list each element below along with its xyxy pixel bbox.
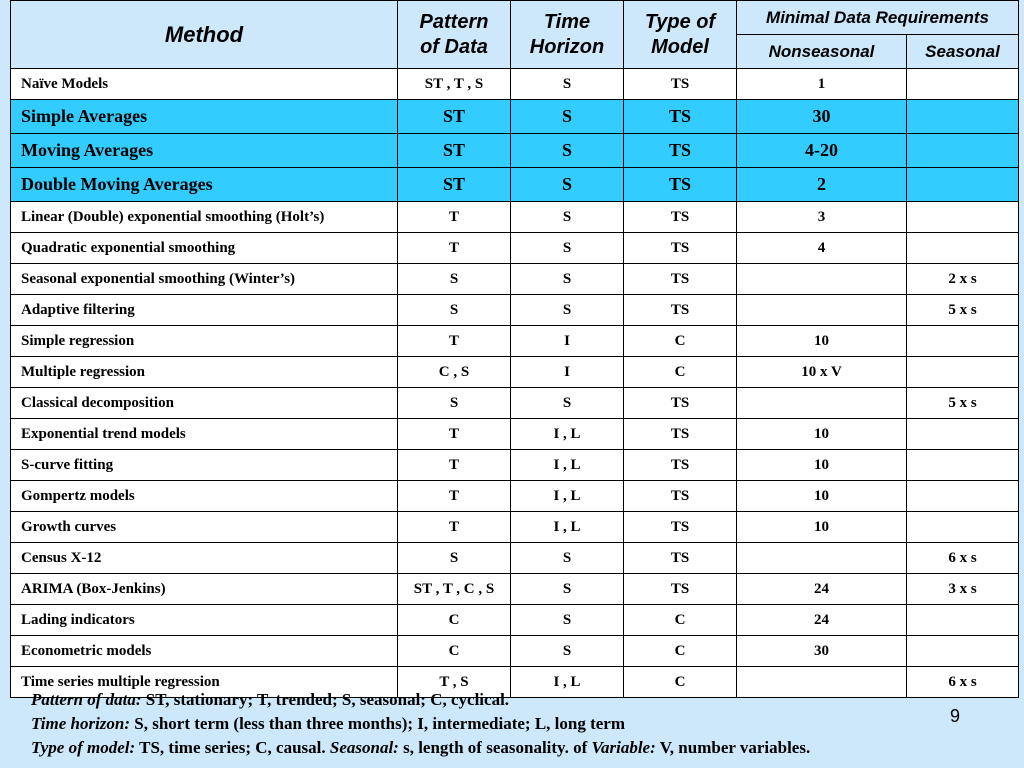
header-minimal-data-requirements: Minimal Data Requirements	[737, 1, 1019, 35]
forecasting-methods-table	[10, 0, 1019, 698]
cell-pattern: C	[398, 605, 511, 636]
cell-nonseasonal: 10	[737, 326, 907, 357]
cell-seasonal	[907, 636, 1019, 667]
cell-seasonal	[907, 605, 1019, 636]
cell-model: TS	[624, 512, 737, 543]
cell-model: TS	[624, 100, 737, 134]
cell-method: ARIMA (Box-Jenkins)	[11, 574, 398, 605]
cell-model: TS	[624, 69, 737, 100]
cell-method: Lading indicators	[11, 605, 398, 636]
cell-seasonal	[907, 100, 1019, 134]
cell-seasonal: 6 x s	[907, 667, 1019, 698]
cell-method: Adaptive filtering	[11, 295, 398, 326]
cell-pattern: ST	[398, 168, 511, 202]
cell-method: Multiple regression	[11, 357, 398, 388]
table-row	[11, 419, 1019, 450]
cell-model: C	[624, 357, 737, 388]
note-model: Type of model: TS, time series; C, causal. Seasonal: s, length of seasonality. of Variable: V, number variables.	[31, 738, 811, 757]
table-row	[11, 168, 1019, 202]
note-pattern: Pattern of data: ST, stationary; T, trended; S, seasonal; C, cyclical.	[31, 690, 510, 709]
cell-seasonal	[907, 326, 1019, 357]
cell-model: TS	[624, 543, 737, 574]
cell-model: TS	[624, 168, 737, 202]
cell-horizon: I , L	[511, 419, 624, 450]
cell-method: Seasonal exponential smoothing (Winter’s)	[11, 264, 398, 295]
cell-horizon: S	[511, 574, 624, 605]
cell-pattern: T	[398, 450, 511, 481]
cell-horizon: I	[511, 357, 624, 388]
table-row	[11, 134, 1019, 168]
cell-model: TS	[624, 134, 737, 168]
table-row	[11, 100, 1019, 134]
cell-horizon: I	[511, 326, 624, 357]
table-body	[11, 69, 1019, 698]
cell-nonseasonal: 4-20	[737, 134, 907, 168]
cell-pattern: T , S	[398, 667, 511, 698]
cell-nonseasonal: 10	[737, 419, 907, 450]
table-row	[11, 233, 1019, 264]
cell-seasonal	[907, 69, 1019, 100]
cell-method: Gompertz models	[11, 481, 398, 512]
cell-model: C	[624, 636, 737, 667]
cell-model: C	[624, 326, 737, 357]
note-horizon: Time horizon: S, short term (less than three months); I, intermediate; L, long term	[31, 714, 625, 733]
cell-model: TS	[624, 202, 737, 233]
cell-seasonal: 6 x s	[907, 543, 1019, 574]
table-row	[11, 202, 1019, 233]
table-row	[11, 605, 1019, 636]
cell-method: Simple regression	[11, 326, 398, 357]
cell-model: C	[624, 605, 737, 636]
page-number: 9	[950, 706, 961, 726]
cell-horizon: S	[511, 134, 624, 168]
cell-seasonal	[907, 450, 1019, 481]
cell-nonseasonal: 10	[737, 450, 907, 481]
cell-method: S-curve fitting	[11, 450, 398, 481]
table-row	[11, 636, 1019, 667]
table-row	[11, 481, 1019, 512]
cell-seasonal: 3 x s	[907, 574, 1019, 605]
cell-method: Double Moving Averages	[11, 168, 398, 202]
cell-nonseasonal	[737, 295, 907, 326]
table-row	[11, 388, 1019, 419]
cell-method: Census X-12	[11, 543, 398, 574]
cell-pattern: C , S	[398, 357, 511, 388]
table-row	[11, 69, 1019, 100]
cell-horizon: S	[511, 100, 624, 134]
cell-method: Naïve Models	[11, 69, 398, 100]
cell-method: Classical decomposition	[11, 388, 398, 419]
cell-pattern: ST	[398, 134, 511, 168]
table-row	[11, 326, 1019, 357]
cell-model: TS	[624, 264, 737, 295]
cell-horizon: S	[511, 69, 624, 100]
cell-horizon: S	[511, 202, 624, 233]
cell-model: TS	[624, 450, 737, 481]
cell-seasonal	[907, 202, 1019, 233]
cell-horizon: S	[511, 388, 624, 419]
cell-horizon: S	[511, 543, 624, 574]
cell-nonseasonal	[737, 264, 907, 295]
header-time-horizon: Time Horizon	[511, 1, 624, 69]
cell-pattern: T	[398, 233, 511, 264]
cell-model: TS	[624, 295, 737, 326]
header-type-of-model: Type of Model	[624, 1, 737, 69]
cell-seasonal	[907, 357, 1019, 388]
table-row	[11, 512, 1019, 543]
cell-method: Simple Averages	[11, 100, 398, 134]
header-pattern-of-data: Pattern of Data	[398, 1, 511, 69]
header-seasonal: Seasonal	[907, 35, 1019, 69]
cell-pattern: S	[398, 543, 511, 574]
cell-horizon: I , L	[511, 512, 624, 543]
cell-horizon: S	[511, 636, 624, 667]
cell-seasonal	[907, 481, 1019, 512]
cell-horizon: S	[511, 605, 624, 636]
cell-nonseasonal: 24	[737, 605, 907, 636]
cell-nonseasonal: 2	[737, 168, 907, 202]
cell-pattern: ST	[398, 100, 511, 134]
cell-model: TS	[624, 388, 737, 419]
cell-method: Moving Averages	[11, 134, 398, 168]
cell-seasonal	[907, 168, 1019, 202]
cell-horizon: I , L	[511, 481, 624, 512]
cell-nonseasonal: 10 x V	[737, 357, 907, 388]
cell-method: Econometric models	[11, 636, 398, 667]
cell-nonseasonal: 30	[737, 100, 907, 134]
cell-horizon: S	[511, 295, 624, 326]
cell-method: Time series multiple regression	[11, 667, 398, 698]
cell-nonseasonal: 24	[737, 574, 907, 605]
cell-nonseasonal: 4	[737, 233, 907, 264]
cell-pattern: T	[398, 512, 511, 543]
cell-pattern: ST , T , C , S	[398, 574, 511, 605]
cell-nonseasonal	[737, 543, 907, 574]
cell-seasonal: 2 x s	[907, 264, 1019, 295]
cell-nonseasonal: 1	[737, 69, 907, 100]
cell-pattern: S	[398, 264, 511, 295]
cell-horizon: I , L	[511, 450, 624, 481]
table-row	[11, 450, 1019, 481]
cell-horizon: S	[511, 264, 624, 295]
cell-pattern: C	[398, 636, 511, 667]
cell-seasonal	[907, 134, 1019, 168]
header-nonseasonal: Nonseasonal	[737, 35, 907, 69]
cell-method: Growth curves	[11, 512, 398, 543]
cell-model: TS	[624, 574, 737, 605]
cell-model: TS	[624, 233, 737, 264]
header-method: Method	[11, 1, 398, 69]
cell-model: TS	[624, 481, 737, 512]
cell-pattern: T	[398, 419, 511, 450]
cell-horizon: S	[511, 233, 624, 264]
cell-pattern: ST , T , S	[398, 69, 511, 100]
cell-nonseasonal: 10	[737, 512, 907, 543]
cell-method: Quadratic exponential smoothing	[11, 233, 398, 264]
cell-horizon: S	[511, 168, 624, 202]
cell-seasonal	[907, 512, 1019, 543]
table-row	[11, 543, 1019, 574]
cell-nonseasonal: 30	[737, 636, 907, 667]
cell-method: Exponential trend models	[11, 419, 398, 450]
cell-pattern: S	[398, 388, 511, 419]
table-row	[11, 295, 1019, 326]
cell-pattern: T	[398, 326, 511, 357]
cell-pattern: T	[398, 481, 511, 512]
cell-nonseasonal	[737, 388, 907, 419]
cell-seasonal: 5 x s	[907, 388, 1019, 419]
cell-pattern: S	[398, 295, 511, 326]
cell-horizon: I , L	[511, 667, 624, 698]
cell-method: Linear (Double) exponential smoothing (Holt’s)	[11, 202, 398, 233]
cell-seasonal: 5 x s	[907, 295, 1019, 326]
cell-nonseasonal: 10	[737, 481, 907, 512]
cell-seasonal	[907, 233, 1019, 264]
cell-model: C	[624, 667, 737, 698]
table-row	[11, 574, 1019, 605]
cell-nonseasonal: 3	[737, 202, 907, 233]
table-row	[11, 264, 1019, 295]
cell-pattern: T	[398, 202, 511, 233]
cell-seasonal	[907, 419, 1019, 450]
cell-model: TS	[624, 419, 737, 450]
table-row	[11, 357, 1019, 388]
legend-notes	[31, 688, 810, 760]
